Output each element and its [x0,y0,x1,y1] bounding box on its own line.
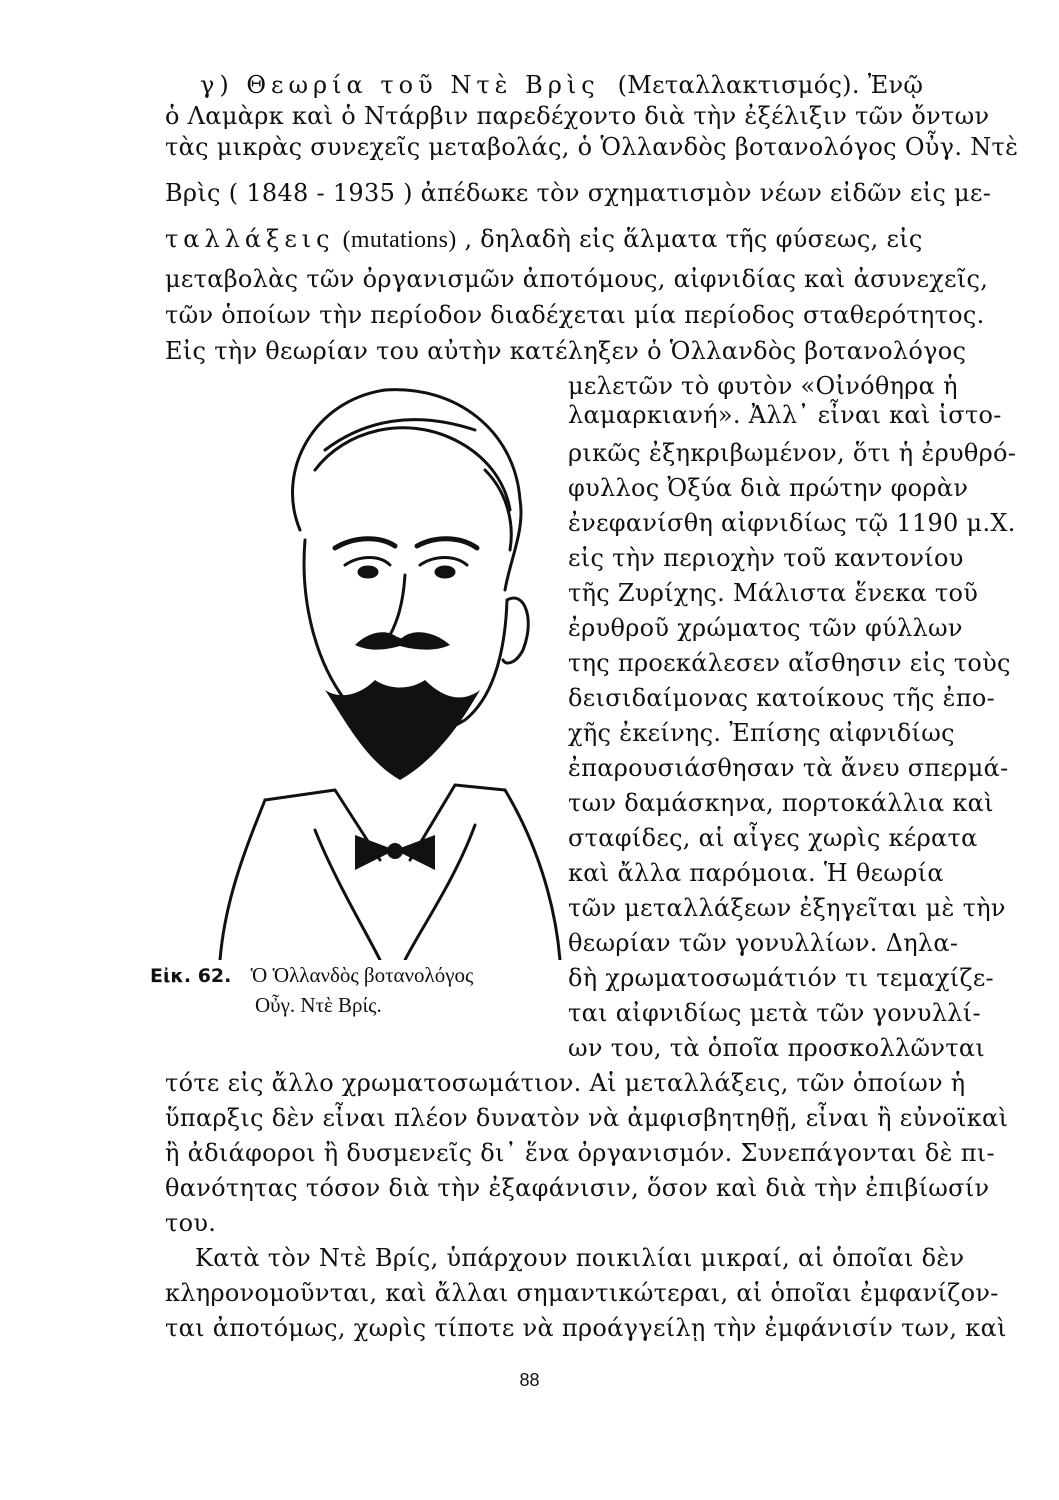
beard [325,680,480,780]
text-line: του. [165,1209,217,1237]
wrapped-line: ἐπαρουσιάσθησαν τὰ ἄνευ σπερμά- [568,754,1009,782]
text-line: ὁ Λαμὰρκ καὶ ὁ Ντάρβιν παρεδέχοντο διὰ τὴν ἐξέλιξιν τῶν ὄντων [165,102,990,130]
figure-caption-line1 [150,962,473,990]
wrapped-line: τῆς Ζυρίχης. Μάλιστα ἕνεκα τοῦ [568,579,979,607]
wrapped-line: ρικῶς ἐξηκριβωμένον, ὅτι ἡ ἐρυθρό- [568,439,1017,467]
wrapped-line: ται αἰφνιδίως μετὰ τῶν γονυλλί- [568,999,981,1027]
paragraph2-line: ται ἀποτόμως, χωρὶς τίποτε νὰ προάγγείλῃ τὴν ἐμφάνισίν των, καὶ [165,1314,1007,1342]
portrait-illustration [205,360,570,960]
figure-caption-line2: Οὖγ. Ντὲ Βρίς. [255,993,382,1017]
paragraph2-line: κληρονομοῦνται, καὶ ἄλλαι σημαντικώτεραι, αἱ ὁποῖαι ἐμφανίζον- [165,1279,999,1307]
text-line: θανότητας τόσον διὰ τὴν ἐξαφάνισιν, ὅσον καὶ διὰ τὴν ἐπιβίωσίν [165,1174,990,1202]
term-metallaxeis: ταλλάξεις [165,225,335,253]
wrapped-line: ων του, τὰ ὁποῖα προσκολλῶνται [568,1034,986,1062]
wrapped-line: θεωρίαν τῶν γονυλλίων. Δηλα- [568,929,959,957]
page-number: 88 [519,1370,540,1390]
text-line: Εἰς τὴν θεωρίαν του αὐτὴν κατέληξεν ὁ Ὁλλανδὸς βοτανολόγος [165,337,967,365]
moustache [355,632,450,649]
text-line-mutations [165,224,923,255]
wrapped-line: φυλλος Ὀξύα διὰ πρώτην φορὰν [568,474,969,502]
wrapped-line: δὴ χρωματοσωμάτιόν τι τεμαχίζε- [568,964,994,992]
figure-caption-text: Ὁ Ὁλλανδὸς βοτανολόγος [250,963,474,987]
term-mutations: (mutations) [342,227,457,253]
section-heading-line [200,70,923,100]
text-line: ἢ ἀδιάφοροι ἢ δυσμενεῖς δι᾽ ἕνα ὀργανισμόν. Συνεπάγονται δὲ πι- [165,1139,995,1167]
figure-label: Εἰκ. 62. [150,965,232,987]
wrapped-line: ἐρυθροῦ χρώματος τῶν φύλλων [568,614,963,642]
text-line: μεταβολὰς τῶν ὀργανισμῶν ἀποτόμους, αἰφνιδίας καὶ ἀσυνεχεῖς, [165,265,989,293]
text-line: ὕπαρξις δὲν εἶναι πλέον δυνατὸν νὰ ἀμφισβητηθῇ, εἶναι ἢ εὐνοϊκαὶ [165,1104,1009,1132]
text-fragment: , δηλαδὴ εἰς ἅλματα τῆς φύσεως, εἰς [464,225,923,253]
text-line: τὰς μικρὰς συνεχεῖς μεταβολάς, ὁ Ὁλλανδὸς βοτανολόγος Οὖγ. Ντὲ [165,133,1019,161]
wrapped-line: μελετῶν τὸ φυτὸν «Οἰνόθηρα ἡ [568,372,958,400]
wrapped-line: τῶν μεταλλάξεων ἐξηγεῖται μὲ τὴν [568,894,1006,922]
section-heading: γ) Θεωρία τοῦ Ντὲ Βρὶς [200,71,600,99]
wrapped-line: της προεκάλεσεν αἴσθησιν εἰς τοὺς [568,649,1011,677]
text-line: τότε εἰς ἄλλο χρωματοσωμάτιον. Αἱ μεταλλάξεις, τῶν ὁποίων ἡ [165,1069,966,1097]
wrapped-line: ἐνεφανίσθη αἰφνιδίως τῷ 1190 μ.Χ. [568,509,1016,537]
wrapped-line: δεισιδαίμονας κατοίκους τῆς ἐπο- [568,684,996,712]
text-line: τῶν ὁποίων τὴν περίοδον διαδέχεται μία περίοδος σταθερότητος. [165,301,985,329]
wrapped-line: των δαμάσκηνα, πορτοκάλλια καὶ [568,789,994,817]
text-line: Βρὶς ( 1848 - 1935 ) ἀπέδωκε τὸν σχηματισμὸν νέων εἰδῶν εἰς με- [165,179,992,207]
paragraph2-line: Κατὰ τὸν Ντὲ Βρίς, ὑπάρχουν ποικιλίαι μικραί, αἱ ὁποῖαι δὲν [195,1244,965,1272]
wrapped-line: καὶ ἄλλα παρόμοια. Ἡ θεωρία [568,859,944,887]
section-heading-paren: (Μεταλλακτισμός). Ἐνῷ [617,71,924,99]
wrapped-line: εἰς τὴν περιοχὴν τοῦ καντονίου [568,544,964,572]
coat-right [505,790,560,960]
wrapped-line: λαμαρκιανή». Ἀλλ᾽ εἶναι καὶ ἱστο- [568,401,1002,429]
coat-left [220,800,265,960]
wrapped-line: σταφίδες, αἱ αἶγες χωρὶς κέρατα [568,824,978,852]
wrapped-line: χῆς ἐκείνης. Ἐπίσης αἰφνιδίως [568,719,955,747]
